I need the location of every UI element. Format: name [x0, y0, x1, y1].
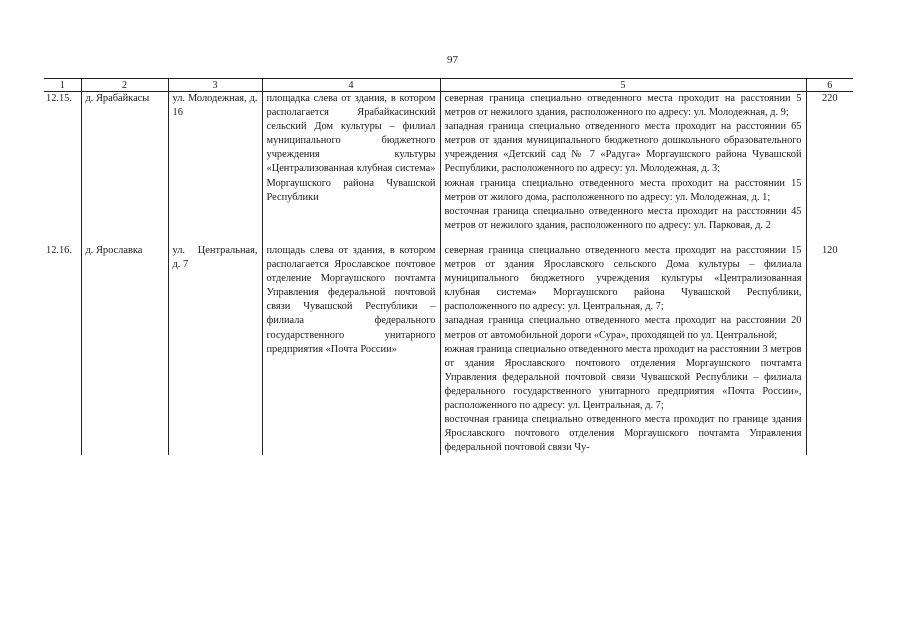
- border-south: южная граница специально отведенного места проходит на расстоянии 15 метров от жилого дома, расположенного по адресу: ул. Молодежная, д. 1;: [444, 177, 802, 203]
- row-number: 12.15.: [46, 93, 72, 104]
- column-header-1: 1: [44, 79, 81, 92]
- location-cell: площадка слева от здания, в котором располагается Ярабайкасинский сельский Дом культуры – филиал муниципального бюджетного учреждения культуры «Централизованная клубная система» Моргаушского района Чувашской Республики: [262, 92, 440, 233]
- border-west: западная граница специально отведенного места проходит на расстоянии 65 метров от здания муниципального бюджетного дошкольного образовательного учреждения «Детский сад № 7 «Радуга» Моргаушского района Чувашской Республики, расположенного по адресу: ул. Молодежная, д. 3;: [444, 121, 802, 175]
- page-number: 97: [447, 54, 458, 66]
- column-header-4: 4: [262, 79, 440, 92]
- column-header-6: 6: [806, 79, 853, 92]
- settlement-cell: д. Ярабайкасы: [81, 92, 168, 233]
- column-header-2: 2: [81, 79, 168, 92]
- area-cell: 120: [806, 244, 853, 455]
- table-row: [44, 92, 853, 233]
- border-north: северная граница специально отведенного места проходит на расстоянии 5 метров от нежилого здания, расположенного по адресу: ул. Молодежная, д. 9;: [444, 93, 802, 119]
- location-cell: площадь слева от здания, в котором располагается Ярославское почтовое отделение Моргаушского почтамта Управления федеральной почтовой связи Чувашской Республики – филиала федерального государственного унитарного предприятия «Почта России»: [262, 244, 440, 455]
- borders-cell: [440, 244, 806, 455]
- column-header-3: 3: [168, 79, 262, 92]
- table-row: [44, 244, 853, 455]
- row-spacer: [44, 233, 853, 244]
- border-west: западная граница специально отведенного места проходит на расстоянии 20 метров от автомобильной дороги «Сура», проходящей по ул. Центральной;: [444, 315, 802, 341]
- document-table: [44, 78, 853, 455]
- area-cell: 220: [806, 92, 853, 233]
- border-east: восточная граница специально отведенного места проходит по границе здания Ярославского почтового отделения Моргаушского почтамта Управления федеральной почтовой связи Чу-: [444, 414, 802, 454]
- address-cell: ул. Центральная, д. 7: [168, 244, 262, 455]
- table-header-row: [44, 79, 853, 92]
- borders-cell: [440, 92, 806, 233]
- column-header-5: 5: [440, 79, 806, 92]
- border-north: северная граница специально отведенного места проходит на расстоянии 15 метров от здания Ярославского сельского Дома культуры – филиала муниципального бюджетного учреждения культуры «Централизованная клубная система» Моргаушского района Чувашской Республики, расположенного по адресу: ул. Центральная, д. 7;: [444, 244, 802, 313]
- address-cell: ул. Молодежная, д. 16: [168, 92, 262, 233]
- settlement-cell: д. Ярославка: [81, 244, 168, 455]
- border-south: южная граница специально отведенного места проходит на расстоянии 3 метров от здания Ярославского почтового отделения Моргаушского почтамта Управления федеральной почтовой связи Чувашской Республики – филиала федерального государственного унитарного предприятия «Почта России», расположенного по адресу: ул. Центральная, д. 7;: [444, 343, 802, 411]
- border-east: восточная граница специально отведенного места проходит на расстоянии 45 метров от нежилого здания, расположенного по адресу: ул. Парковая, д. 2: [444, 205, 802, 231]
- row-number: 12.16.: [46, 244, 72, 256]
